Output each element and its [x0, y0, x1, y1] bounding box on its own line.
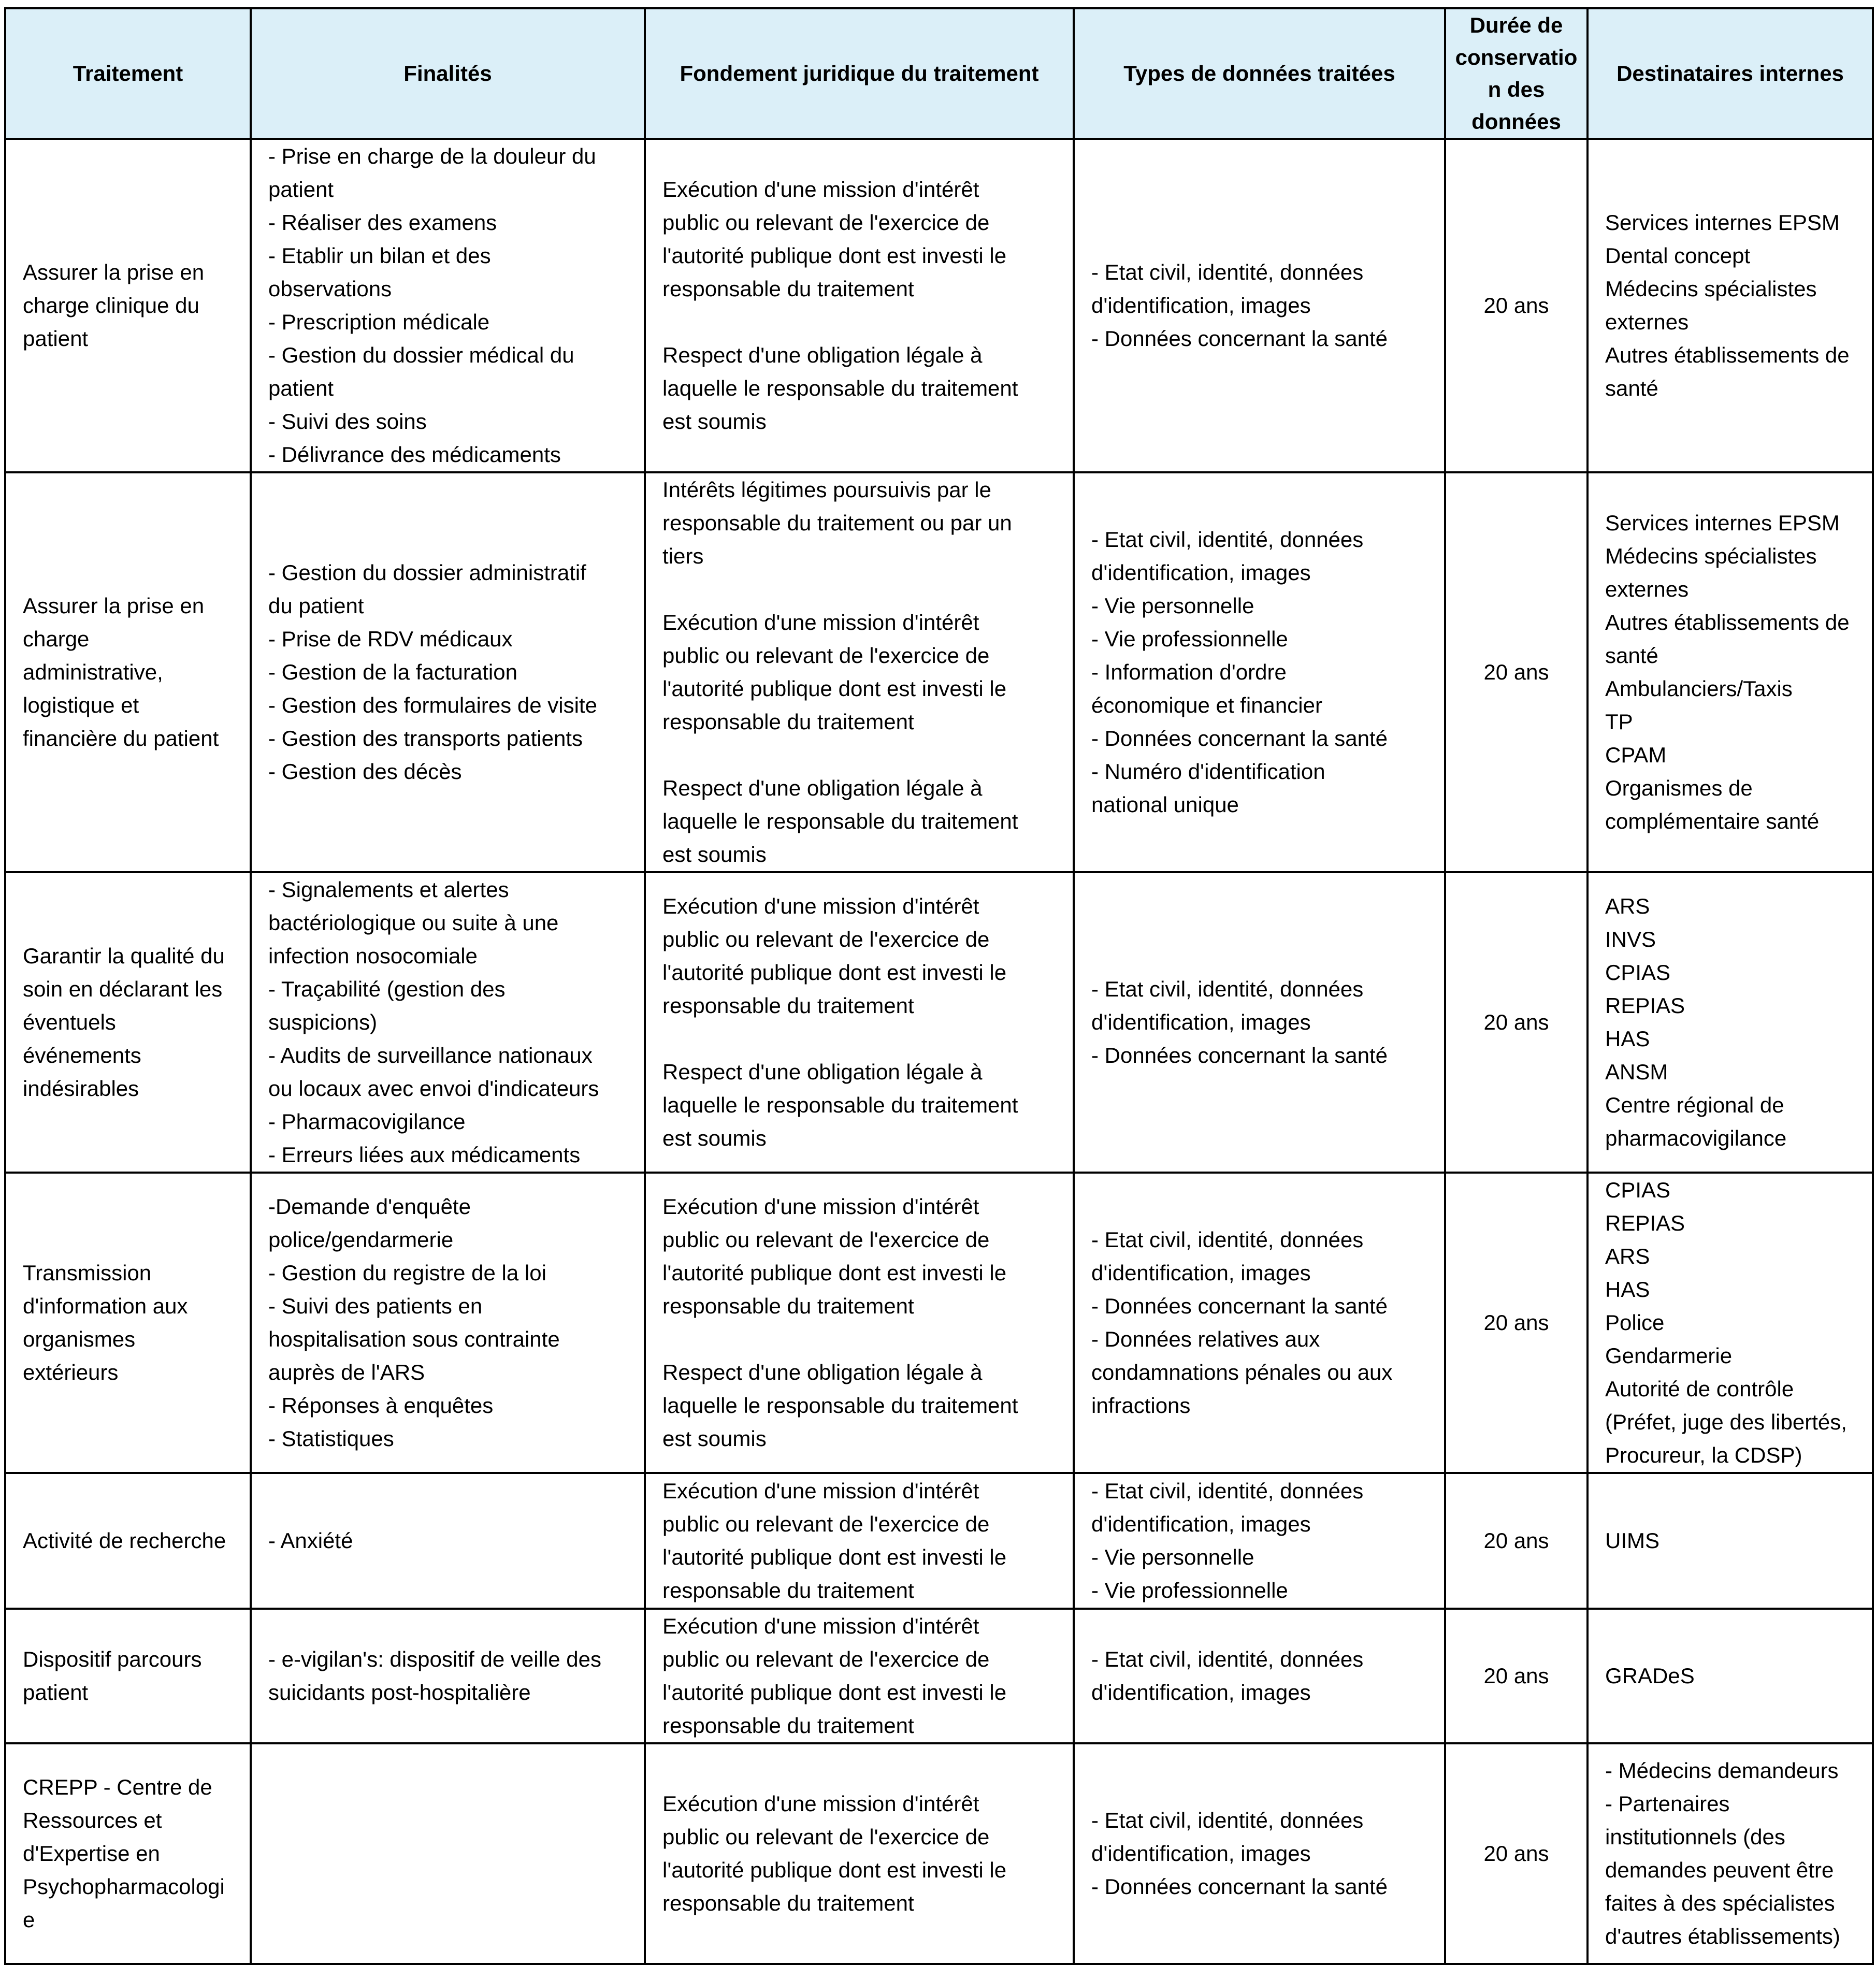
cell-line: l'autorité publique dont est investi le: [662, 676, 1007, 701]
cell-line: (Préfet, juge des libertés,: [1605, 1410, 1847, 1434]
cell-line: - Prise en charge de la douleur du: [268, 144, 596, 168]
paragraph-gap: [662, 739, 1056, 772]
cell-line: CREPP - Centre de: [23, 1775, 212, 1799]
cell-line: auprès de l'ARS: [268, 1360, 425, 1384]
cell-line: Exécution d'une mission d'intérêt: [662, 1614, 979, 1638]
cell-line: est soumis: [662, 1126, 767, 1150]
cell-line: CPAM: [1605, 743, 1667, 767]
cell-destinataires: [1588, 139, 1873, 472]
cell-line: soin en déclarant les: [23, 977, 223, 1001]
cell-line: d'identification, images: [1091, 1841, 1311, 1866]
cell-line: Respect d'une obligation légale à: [662, 1060, 983, 1084]
cell-line: CPIAS: [1605, 960, 1671, 985]
cell-types: [1074, 1743, 1445, 1964]
cell-line: - Statistiques: [268, 1426, 394, 1451]
cell-line: - Etat civil, identité, données: [1091, 527, 1364, 552]
cell-line: d'Expertise en: [23, 1841, 160, 1866]
cell-line: infection nosocomiale: [268, 944, 478, 968]
cell-line: - Vie professionnelle: [1091, 1578, 1288, 1602]
cell-finalites: [251, 1609, 645, 1743]
cell-types: [1074, 1473, 1445, 1609]
cell-line: - Vie professionnelle: [1091, 627, 1288, 651]
cell-traitement: [5, 1173, 251, 1473]
header-traitement: Traitement: [5, 8, 251, 139]
cell-finalites: [251, 139, 645, 472]
cell-line: public ou relevant de l'exercice de: [662, 1512, 990, 1536]
cell-line: Activité de recherche: [23, 1528, 226, 1553]
cell-fondement: [645, 1609, 1074, 1743]
cell-line: Exécution d'une mission d'intérêt: [662, 1194, 979, 1219]
cell-line: - Etat civil, identité, données: [1091, 1808, 1364, 1832]
cell-line: - Numéro d'identification: [1091, 759, 1325, 784]
cell-traitement: [5, 139, 251, 472]
cell-line: responsable du traitement: [662, 1891, 914, 1915]
cell-line: - Audits de surveillance nationaux: [268, 1043, 593, 1067]
cell-line: suspicions): [268, 1010, 378, 1034]
cell-line: -Demande d'enquête: [268, 1194, 471, 1219]
cell-line: ARS: [1605, 1244, 1650, 1268]
cell-line: l'autorité publique dont est investi le: [662, 1858, 1007, 1882]
cell-line: - Etat civil, identité, données: [1091, 1479, 1364, 1503]
cell-line: - Vie personnelle: [1091, 594, 1254, 618]
cell-line: GRADeS: [1605, 1664, 1695, 1688]
cell-line: - Gestion du dossier médical du: [268, 343, 574, 367]
cell-line: laquelle le responsable du traitement: [662, 809, 1018, 833]
cell-duree: 20 ans: [1445, 1743, 1588, 1964]
header-types: Types de données traitées: [1074, 8, 1445, 139]
cell-finalites: [251, 1743, 645, 1964]
cell-line: Ambulanciers/Taxis: [1605, 676, 1793, 701]
cell-line: - Etat civil, identité, données: [1091, 1647, 1364, 1671]
table-row: [5, 139, 1873, 472]
cell-line: Services internes EPSM: [1605, 210, 1840, 235]
paragraph-gap: [662, 1323, 1056, 1356]
cell-fondement: [645, 1743, 1074, 1964]
cell-line: - Gestion du dossier administratif: [268, 560, 586, 585]
cell-line: UIMS: [1605, 1528, 1659, 1553]
cell-line: e: [23, 1908, 35, 1932]
paragraph-gap: [662, 1022, 1056, 1056]
cell-line: Respect d'une obligation légale à: [662, 1360, 983, 1384]
header-duree: Durée de conservatio n des données: [1445, 8, 1588, 139]
cell-line: ANSM: [1605, 1060, 1668, 1084]
header-finalites: Finalités: [251, 8, 645, 139]
cell-line: - Information d'ordre: [1091, 660, 1287, 684]
cell-line: d'identification, images: [1091, 1512, 1311, 1536]
cell-duree: 20 ans: [1445, 472, 1588, 872]
cell-line: - Etat civil, identité, données: [1091, 260, 1364, 284]
cell-line: - Prise de RDV médicaux: [268, 627, 513, 651]
cell-line: - Traçabilité (gestion des: [268, 977, 506, 1001]
cell-line: public ou relevant de l'exercice de: [662, 1227, 990, 1252]
table-row: [5, 1473, 1873, 1609]
cell-destinataires: [1588, 1473, 1873, 1609]
cell-line: d'identification, images: [1091, 1680, 1311, 1704]
cell-line: - Gestion des formulaires de visite: [268, 693, 597, 717]
cell-line: - Médecins demandeurs: [1605, 1758, 1839, 1783]
cell-line: responsable du traitement: [662, 277, 914, 301]
cell-line: Police: [1605, 1310, 1665, 1335]
cell-line: - Données concernant la santé: [1091, 1874, 1388, 1899]
cell-line: public ou relevant de l'exercice de: [662, 1825, 990, 1849]
cell-line: Organismes de: [1605, 776, 1753, 800]
cell-line: l'autorité publique dont est investi le: [662, 1261, 1007, 1285]
cell-line: observations: [268, 277, 392, 301]
cell-line: organismes: [23, 1327, 136, 1351]
cell-line: - Données concernant la santé: [1091, 1294, 1388, 1318]
cell-destinataires: [1588, 1743, 1873, 1964]
cell-line: d'autres établissements): [1605, 1924, 1840, 1948]
cell-line: - Etat civil, identité, données: [1091, 977, 1364, 1001]
cell-line: suicidants post-hospitalière: [268, 1680, 531, 1704]
cell-line: est soumis: [662, 409, 767, 434]
cell-line: responsable du traitement: [662, 1713, 914, 1738]
cell-line: - Gestion des transports patients: [268, 726, 583, 750]
cell-line: événements: [23, 1043, 141, 1067]
cell-line: Services internes EPSM: [1605, 511, 1840, 535]
cell-line: public ou relevant de l'exercice de: [662, 1647, 990, 1671]
table-row: [5, 1609, 1873, 1743]
cell-line: Autres établissements de: [1605, 343, 1850, 367]
cell-line: Autres établissements de: [1605, 610, 1850, 634]
cell-line: Ressources et: [23, 1808, 162, 1832]
cell-line: ou locaux avec envoi d'indicateurs: [268, 1076, 599, 1101]
cell-line: externes: [1605, 310, 1689, 334]
cell-line: Exécution d'une mission d'intérêt: [662, 1791, 979, 1816]
cell-line: administrative,: [23, 660, 163, 684]
header-row: [5, 8, 1873, 139]
paragraph-gap: [662, 573, 1056, 606]
cell-line: financière du patient: [23, 726, 219, 750]
cell-line: Centre régional de: [1605, 1093, 1784, 1117]
cell-line: public ou relevant de l'exercice de: [662, 643, 990, 668]
cell-line: responsable du traitement: [662, 1294, 914, 1318]
cell-line: Gendarmerie: [1605, 1343, 1733, 1368]
table-body: [5, 139, 1873, 1964]
cell-line: du patient: [268, 594, 364, 618]
cell-line: INVS: [1605, 927, 1656, 951]
cell-line: tiers: [662, 544, 704, 568]
header-destinataires: Destinataires internes: [1588, 8, 1873, 139]
cell-line: externes: [1605, 577, 1689, 601]
cell-traitement: [5, 1609, 251, 1743]
cell-line: d'identification, images: [1091, 1010, 1311, 1034]
cell-duree: 20 ans: [1445, 1473, 1588, 1609]
cell-line: Exécution d'une mission d'intérêt: [662, 1479, 979, 1503]
cell-line: national unique: [1091, 792, 1239, 817]
cell-line: santé: [1605, 643, 1658, 668]
cell-line: - Données concernant la santé: [1091, 326, 1388, 351]
cell-line: - Gestion du registre de la loi: [268, 1261, 546, 1285]
cell-line: charge clinique du: [23, 293, 199, 317]
cell-line: Médecins spécialistes: [1605, 277, 1817, 301]
cell-fondement: [645, 872, 1074, 1173]
cell-line: - Données concernant la santé: [1091, 1043, 1388, 1067]
cell-line: responsable du traitement ou par un: [662, 511, 1012, 535]
cell-line: l'autorité publique dont est investi le: [662, 1680, 1007, 1704]
cell-line: - Anxiété: [268, 1528, 353, 1553]
cell-traitement: [5, 472, 251, 872]
cell-traitement: [5, 1473, 251, 1609]
cell-line: patient: [23, 326, 89, 351]
cell-line: est soumis: [662, 1426, 767, 1451]
cell-line: - Partenaires: [1605, 1791, 1730, 1816]
cell-line: demandes peuvent être: [1605, 1858, 1834, 1882]
cell-line: est soumis: [662, 842, 767, 866]
cell-line: Dispositif parcours: [23, 1647, 202, 1671]
cell-line: REPIAS: [1605, 993, 1685, 1018]
cell-line: logistique et: [23, 693, 139, 717]
cell-line: public ou relevant de l'exercice de: [662, 927, 990, 951]
table-row: [5, 472, 1873, 872]
cell-line: d'identification, images: [1091, 1261, 1311, 1285]
table-row: [5, 1743, 1873, 1964]
cell-line: Exécution d'une mission d'intérêt: [662, 894, 979, 918]
cell-line: extérieurs: [23, 1360, 119, 1384]
cell-line: HAS: [1605, 1277, 1650, 1302]
cell-line: - Vie personnelle: [1091, 1545, 1254, 1569]
cell-line: laquelle le responsable du traitement: [662, 1093, 1018, 1117]
cell-destinataires: [1588, 1173, 1873, 1473]
cell-line: Autorité de contrôle: [1605, 1377, 1794, 1401]
cell-line: - Prescription médicale: [268, 310, 490, 334]
cell-line: complémentaire santé: [1605, 809, 1820, 833]
cell-duree: 20 ans: [1445, 139, 1588, 472]
cell-destinataires: [1588, 472, 1873, 872]
cell-line: d'identification, images: [1091, 293, 1311, 317]
cell-line: charge: [23, 627, 90, 651]
cell-line: hospitalisation sous contrainte: [268, 1327, 560, 1351]
cell-line: Médecins spécialistes: [1605, 544, 1817, 568]
cell-line: REPIAS: [1605, 1211, 1685, 1235]
cell-line: Garantir la qualité du: [23, 944, 225, 968]
cell-line: - Gestion des décès: [268, 759, 462, 784]
cell-line: Transmission: [23, 1261, 152, 1285]
cell-line: responsable du traitement: [662, 993, 914, 1018]
cell-line: bactériologique ou suite à une: [268, 911, 559, 935]
cell-line: infractions: [1091, 1393, 1191, 1418]
cell-duree: 20 ans: [1445, 872, 1588, 1173]
cell-line: économique et financier: [1091, 693, 1322, 717]
cell-finalites: [251, 472, 645, 872]
cell-line: Assurer la prise en: [23, 594, 205, 618]
cell-line: CPIAS: [1605, 1178, 1671, 1202]
cell-line: d'identification, images: [1091, 560, 1311, 585]
cell-line: HAS: [1605, 1027, 1650, 1051]
cell-line: laquelle le responsable du traitement: [662, 376, 1018, 400]
cell-line: responsable du traitement: [662, 1578, 914, 1602]
cell-line: responsable du traitement: [662, 710, 914, 734]
cell-line: Respect d'une obligation légale à: [662, 776, 983, 800]
cell-line: - Données relatives aux: [1091, 1327, 1320, 1351]
cell-line: Respect d'une obligation légale à: [662, 343, 983, 367]
cell-line: - Suivi des patients en: [268, 1294, 483, 1318]
data-processing-register-table: [4, 7, 1874, 1965]
cell-finalites: [251, 1173, 645, 1473]
cell-line: - Etablir un bilan et des: [268, 243, 491, 268]
cell-line: éventuels: [23, 1010, 116, 1034]
cell-line: Intérêts légitimes poursuivis par le: [662, 478, 991, 502]
cell-destinataires: [1588, 1609, 1873, 1743]
cell-finalites: [251, 872, 645, 1173]
cell-types: [1074, 1173, 1445, 1473]
cell-fondement: [645, 139, 1074, 472]
cell-line: l'autorité publique dont est investi le: [662, 243, 1007, 268]
cell-types: [1074, 1609, 1445, 1743]
cell-line: - Erreurs liées aux médicaments: [268, 1143, 581, 1167]
cell-line: faites à des spécialistes: [1605, 1891, 1835, 1915]
cell-finalites: [251, 1473, 645, 1609]
cell-line: ARS: [1605, 894, 1650, 918]
cell-line: - e-vigilan's: dispositif de veille des: [268, 1647, 601, 1671]
cell-traitement: [5, 1743, 251, 1964]
cell-line: patient: [23, 1680, 89, 1704]
cell-line: TP: [1605, 710, 1633, 734]
cell-line: police/gendarmerie: [268, 1227, 454, 1252]
cell-line: Dental concept: [1605, 243, 1751, 268]
cell-line: - Suivi des soins: [268, 409, 427, 434]
cell-line: institutionnels (des: [1605, 1825, 1785, 1849]
cell-fondement: [645, 1173, 1074, 1473]
table-row: [5, 872, 1873, 1173]
cell-line: - Signalements et alertes: [268, 877, 509, 902]
cell-line: Exécution d'une mission d'intérêt: [662, 610, 979, 634]
cell-line: - Gestion de la facturation: [268, 660, 517, 684]
cell-traitement: [5, 872, 251, 1173]
cell-line: - Données concernant la santé: [1091, 726, 1388, 750]
cell-line: Assurer la prise en: [23, 260, 205, 284]
paragraph-gap: [662, 306, 1056, 339]
cell-line: - Etat civil, identité, données: [1091, 1227, 1364, 1252]
cell-line: santé: [1605, 376, 1658, 400]
cell-duree: 20 ans: [1445, 1609, 1588, 1743]
cell-line: Procureur, la CDSP): [1605, 1443, 1802, 1467]
cell-line: - Pharmacovigilance: [268, 1109, 466, 1134]
cell-types: [1074, 872, 1445, 1173]
cell-line: l'autorité publique dont est investi le: [662, 960, 1007, 985]
cell-fondement: [645, 1473, 1074, 1609]
cell-line: condamnations pénales ou aux: [1091, 1360, 1393, 1384]
cell-line: pharmacovigilance: [1605, 1126, 1787, 1150]
cell-line: public ou relevant de l'exercice de: [662, 210, 990, 235]
cell-duree: 20 ans: [1445, 1173, 1588, 1473]
cell-fondement: [645, 472, 1074, 872]
cell-line: patient: [268, 376, 334, 400]
cell-line: Psychopharmacologi: [23, 1874, 225, 1899]
cell-line: patient: [268, 177, 334, 201]
cell-line: l'autorité publique dont est investi le: [662, 1545, 1007, 1569]
cell-line: laquelle le responsable du traitement: [662, 1393, 1018, 1418]
cell-line: - Réaliser des examens: [268, 210, 497, 235]
cell-line: d'information aux: [23, 1294, 188, 1318]
table-row: [5, 1173, 1873, 1473]
cell-line: Exécution d'une mission d'intérêt: [662, 177, 979, 201]
cell-types: [1074, 472, 1445, 872]
cell-destinataires: [1588, 872, 1873, 1173]
cell-line: - Réponses à enquêtes: [268, 1393, 494, 1418]
cell-line: indésirables: [23, 1076, 139, 1101]
cell-line: - Délivrance des médicaments: [268, 442, 561, 467]
header-fondement: Fondement juridique du traitement: [645, 8, 1074, 139]
cell-types: [1074, 139, 1445, 472]
